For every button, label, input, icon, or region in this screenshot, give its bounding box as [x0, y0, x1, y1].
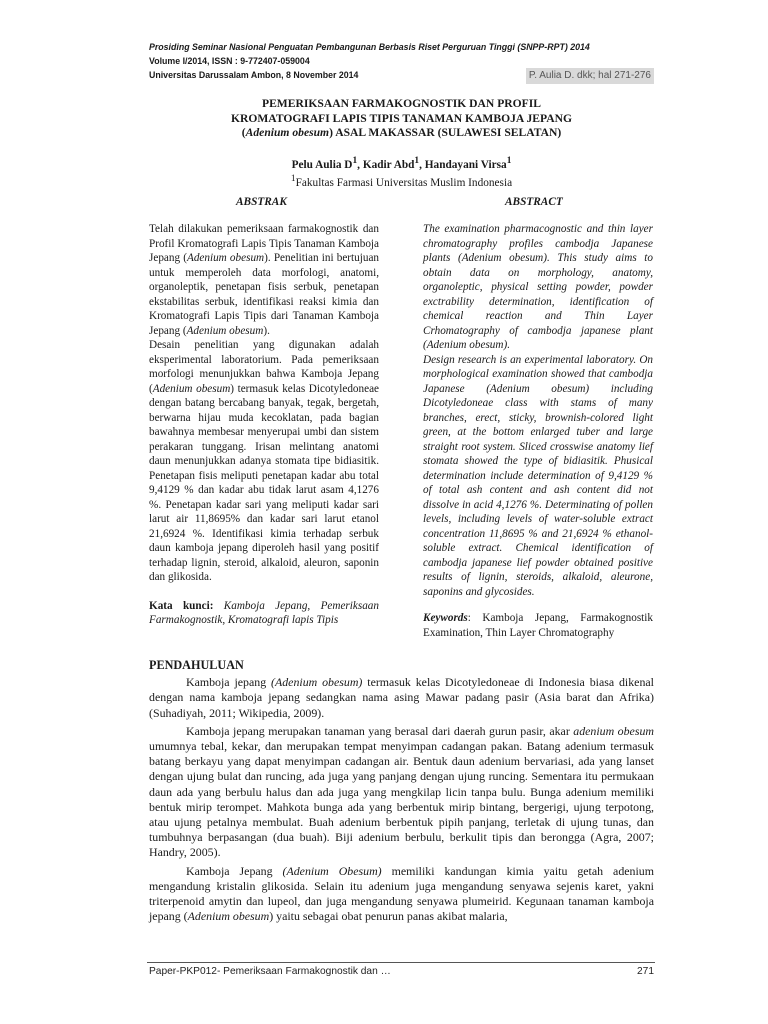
- abstract-paragraph-1: The examination pharmacognostic and thin layer chromatography profiles cambodja Japanese plants (Adenium obesum). This study aims to obtain data on morphology, anatomy, organoleptic, physical setting powder, powder exctrability determination, identification of chemical reaction and Thin Layer Crhomatography of cambodja japanese plant (Adenium obesum).: [423, 223, 653, 351]
- author-block: [149, 154, 654, 191]
- citation-badge: P. Aulia D. dkk; hal 271-276: [526, 68, 654, 84]
- introduction-section: [149, 658, 654, 927]
- volume-issn: Volume I/2014, ISSN : 9-772407-059004: [149, 55, 310, 66]
- abstract-keywords: Keywords: Kamboja Jepang, Farmakognostik Examination, Thin Layer Chromatography: [423, 612, 653, 639]
- abstrak-keywords: Kata kunci: Kamboja Jepang, Pemeriksaan Farmakognostik, Kromatografi lapis Tipis: [149, 599, 379, 626]
- footer-divider: [147, 962, 655, 963]
- venue-date: Universitas Darussalam Ambon, 8 November 2014: [149, 70, 359, 80]
- paper-title: [149, 97, 654, 141]
- abstrak-paragraph-2: Desain penelitian yang digunakan adalah eksperimental laboratorium. Pada pemeriksaan morfologi menunjukkan bahwa Kamboja Jepang (Adenium obesum) termasuk kelas Dicotyledoneae dengan batang bercabang banyak, tegak, bergetah, berwarna hijau muda kecoklatan, pada bagian bawahnya membesar menyerupai umbi dan sistem perakaran tunggang. Irisan melintang anatomi daun menunjukkan adanya stomata tipe bidiasitik. Penetapan fisis meliputi penetapan kadar abu total 9,4129 % dan kadar abu tidak larut asam 4,1276 %. Penetapan kadar sari yang meliputi kadar sari larut air 11,8695% dan kadar sari larut etanol 21,6924 %. Identifikasi kimia terhadap serbuk daun kamboja jepang diperoleh hasil yang positif terhadap lignin, steroid, alkaloid, aleuron, saponin dan glikosida.: [149, 339, 379, 583]
- proceedings-header: [149, 41, 654, 84]
- page-number: 271: [637, 966, 654, 977]
- paper-code: Paper-PKP012- Pemeriksaan Farmakognostik dan …: [149, 966, 391, 977]
- abstrak-paragraph-1: Telah dilakukan pemeriksaan farmakognostik dan Profil Kromatografi Lapis Tipis Tanaman Kamboja Jepang (Adenium obesum). Penelitian ini bertujuan untuk memperoleh data morfologi, anatomi, organoleptik, penetapan fisis serbuk, penetapan ekstabilitas serbuk, identifikasi reaksi kimia dan Kromatografi Lapis Tipis dari Tanaman Kamboja Jepang (Adenium obesum).: [149, 223, 379, 337]
- proceedings-title: Prosiding Seminar Nasional Penguatan Pembangunan Berbasis Riset Perguruan Tinggi (SNPP-RPT) 2014: [149, 42, 590, 52]
- title-line-1: PEMERIKSAAN FARMAKOGNOSTIK DAN PROFIL: [261, 97, 541, 110]
- intro-paragraph-3: Kamboja Jepang (Adenium Obesum) memiliki kandungan kimia yaitu getah adenium mengandung kristalin glikosida. Selain itu adenium juga mengandung senyawa sejenis karet, yakni triterpenoid amytin dan lupeol, dan juga mengandung senyawa plumeirid. Kegunaan tanaman kamboja jepang (Adenium obesum) yaitu sebagai obat penurun panas akibat malaria,: [149, 863, 654, 924]
- author-names: Pelu Aulia $D^1$, Kadir Abd$^1$, Handayani Virsa$^1$: [291, 156, 512, 171]
- section-heading: PENDAHULUAN: [149, 658, 244, 672]
- title-line-3: (Adenium obesum) ASAL MAKASSAR (SULAWESI SELATAN): [241, 126, 562, 139]
- intro-paragraph-2: Kamboja jepang merupakan tanaman yang berasal dari daerah gurun pasir, akar adenium obesum umumnya tebal, kekar, dan merupakan tempat menyimpan cadangan pakan. Batang adenium termasuk batang berkayu yang dapat menyimpan cadangan air. Bentuk daun adenium bervariasi, ada yang lanset dengan ujung bulat dan runcing, ada juga yang panjang dengan ujung runcing. Sementara itu permukaan daun ada yang berbulu halus dan ada juga yang mengkilap licin tanpa bulu. Bunga adenium memiliki bentuk mirip terompet. Mahkota bunga ada yang berbentuk mirip bintang, bergerigi, ujung terpotong, atau ujung petalnya membulat. Buah adenium berbentuk pipih panjang, terletak di ujung tunas, dan tumbuhnya berpasangan (dua buah). Biji adenium berbulu, berkulit tipis dan berongga (Agra, 2007; Handry, 2005).: [149, 723, 654, 860]
- abstract-paragraph-2: Design research is an experimental laboratory. On morphological examination showed that cambodja Japanese (Adenium obesum) including Dicotyledoneae class with stams of many branches, erect, sticky, brownish-colored light green, at the bottom enlarged tuber and large straight root system. Sliced crosswise anatomy lief stomata showed the type of bidiasitik. Phusical determination include determination of 9,4129 % of total ash content and ash content did not dissolve in acid 4,1276 %. Determinating of pollen levels, including levels of water-soluble extract concentration 11,8695 % and 21,6924 % ethanol-soluble extract. Chemical identification of cambodja japanese lief powder obtained positive results of lignin, steroids, alkaloid, aleurone, saponins and glycosides.: [423, 353, 653, 598]
- abstract-heading: ABSTRACT: [505, 196, 563, 208]
- abstrak-column: [149, 222, 379, 628]
- page-footer: [149, 966, 654, 977]
- intro-paragraph-1: Kamboja jepang (Adenium obesum) termasuk kelas Dicotyledoneae di Indonesia biasa dikenal dengan nama kamboja jepang sedangkan nama asing Mawar padang pasir (Asia barat dan Afrika) (Suhadiyah, 2011; Wikipedia, 2009).: [149, 675, 654, 720]
- title-line-2: KROMATOGRAFI LAPIS TIPIS TANAMAN KAMBOJA JEPANG: [230, 111, 573, 125]
- abstract-column: [423, 222, 653, 640]
- species-name: Adenium obesum: [245, 126, 330, 139]
- affiliation: $^1$Fakultas Farmasi Universitas Muslim Indonesia: [290, 174, 513, 190]
- abstrak-heading: ABSTRAK: [236, 196, 287, 208]
